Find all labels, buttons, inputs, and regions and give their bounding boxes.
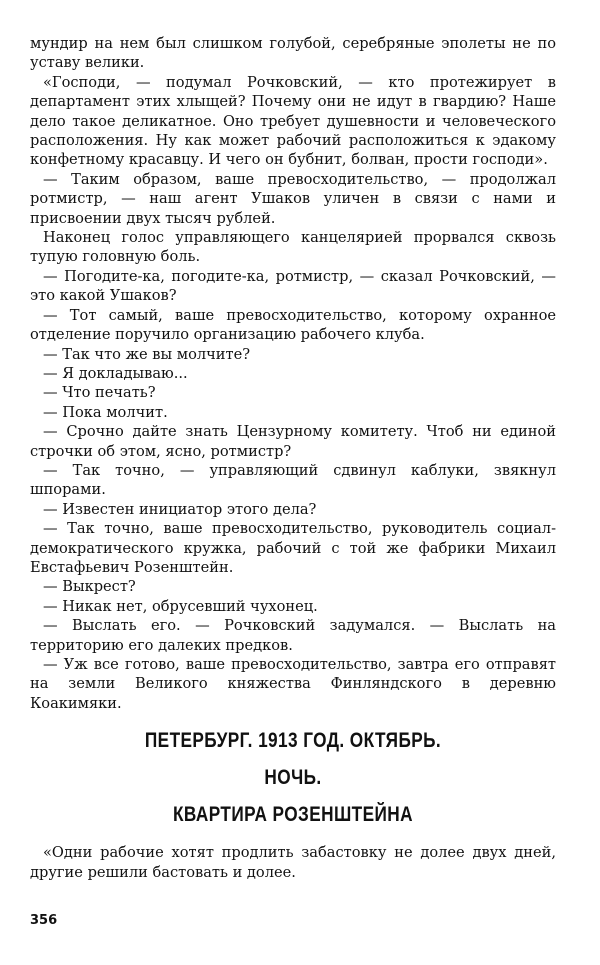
- paragraph-6: — Тот самый, ваше превосходительство, которому охранное отделение поручило организацию рабочего клуба.: [30, 306, 556, 344]
- paragraph-11: — Срочно дайте знать Цензурному комитету. Чтоб ни единой строчки об этом, ясно, ротмистр?: [30, 423, 556, 460]
- paragraph-8: — Я докладываю...: [43, 364, 188, 382]
- paragraph-15: — Выкрест?: [43, 578, 136, 596]
- section-heading-time: НОЧЬ.: [264, 766, 322, 790]
- paragraph-10: — Пока молчит.: [43, 403, 168, 421]
- paragraph-13: — Известен инициатор этого дела?: [43, 500, 317, 518]
- paragraph-18: — Уж все готово, ваше превосходительство, завтра его отправят на земли Великого княжества Финляндского в деревню Коакимяки.: [30, 656, 556, 712]
- paragraph-1: мундир на нем был слишком голубой, серебряные эполеты не по уставу велики.: [30, 35, 556, 72]
- section-heading-place-date: ПЕТЕРБУРГ. 1913 ГОД. ОКТЯБРЬ.: [144, 729, 442, 753]
- paragraph-14: — Так точно, ваше превосходительство, руководитель социал-демократического кружка, рабочий с той же фабрики Михаил Евстафьевич Розенштейн.: [30, 520, 556, 576]
- paragraph-7: — Так что же вы молчите?: [43, 345, 251, 363]
- final-paragraph: «Одни рабочие хотят продлить забастовку не долее двух дней, другие решили бастовать и долее.: [30, 844, 556, 881]
- paragraph-16: — Никак нет, обрусевший чухонец.: [43, 597, 318, 615]
- paragraph-17: — Выслать его. — Рочковский задумался. — Выслать на территорию его далеких предков.: [30, 617, 556, 654]
- section-heading-location: КВАРТИРА РОЗЕНШТЕЙНА: [172, 803, 413, 827]
- paragraph-12: — Так точно, — управляющий сдвинул каблуки, звякнул шпорами.: [30, 461, 556, 499]
- final-text: [30, 843, 556, 882]
- paragraph-2: «Господи, — подумал Рочковский, — кто протежирует в департамент этих хлыщей? Почему они не идут в гвардию? Наше дело такое деликатное. Оно требует душевности и человеческого расположения. Ну как может рабочий расположиться к эдакому конфетному красавцу. И чего он бубнит, болван, прости господи».: [30, 73, 556, 169]
- paragraph-9: — Что печать?: [43, 384, 156, 402]
- paragraph-3: — Таким образом, ваше превосходительство, — продолжал ротмистр, — наш агент Ушаков уличен в связи с нами и присвоении двух тысяч рублей.: [30, 170, 556, 227]
- page-number: 356: [30, 913, 58, 928]
- main-text: [30, 34, 556, 713]
- section-headings: [30, 722, 556, 833]
- paragraph-5: — Погодите-ка, погодите-ка, ротмистр, — сказал Рочковский, — это какой Ушаков?: [30, 267, 556, 305]
- paragraph-4: Наконец голос управляющего канцелярией прорвался сквозь тупую головную боль.: [30, 229, 556, 266]
- book-page: [30, 34, 556, 934]
